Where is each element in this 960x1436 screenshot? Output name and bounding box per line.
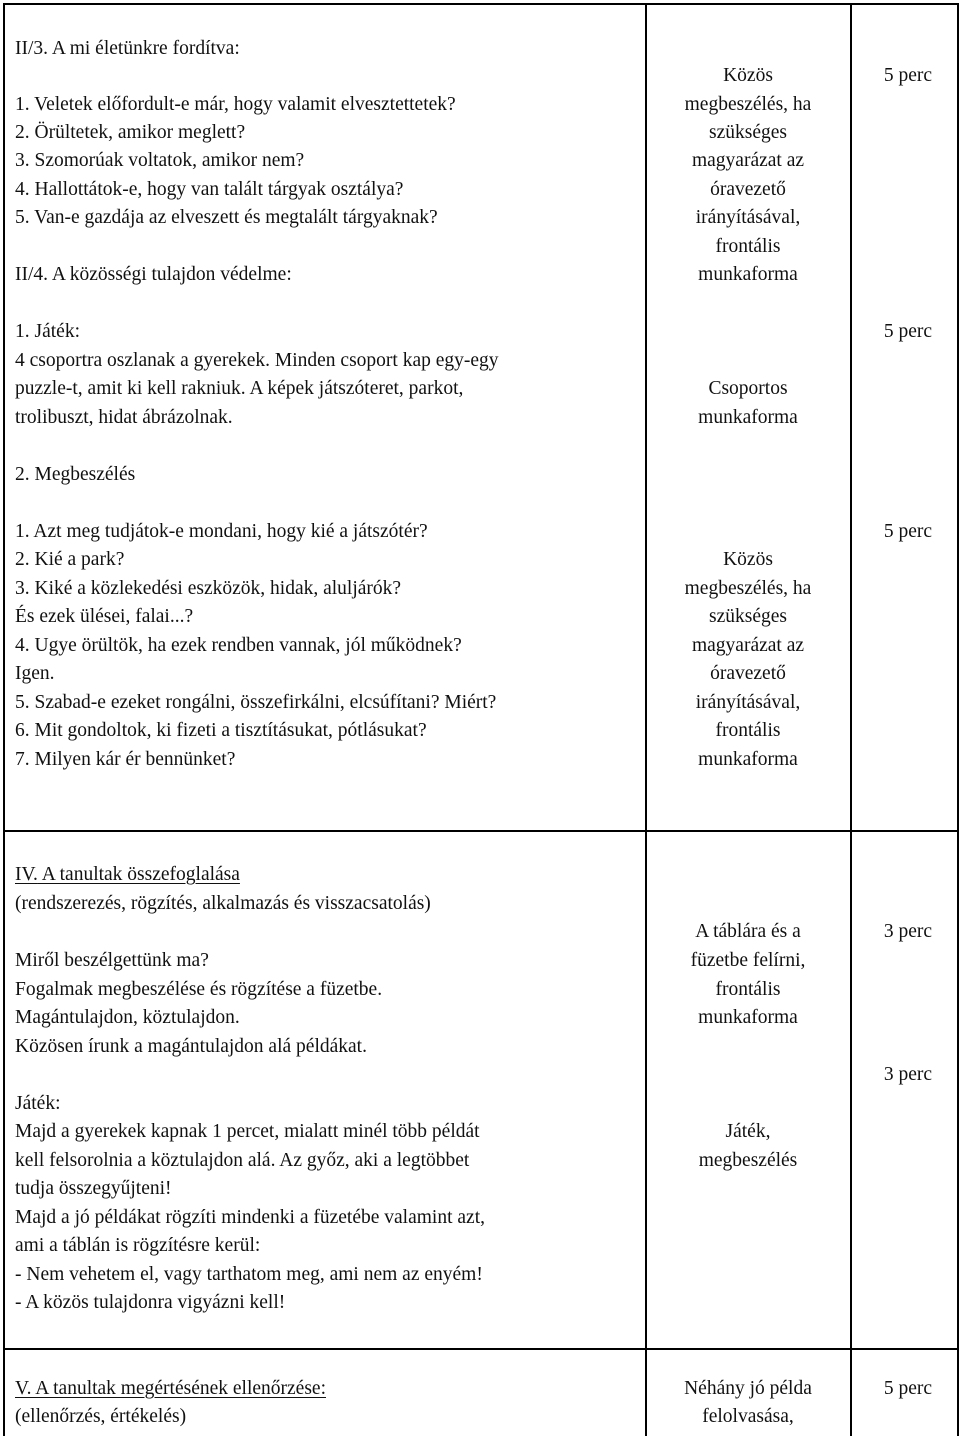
method-line: frontális xyxy=(715,979,781,1000)
row-divider-2 xyxy=(3,1348,959,1350)
game-description-line: tudja összegyűjteni! xyxy=(15,1178,172,1199)
method-line: munkaforma xyxy=(698,1007,798,1028)
heading-v: V. A tanultak megértésének ellenőrzése: xyxy=(15,1378,326,1399)
question-line: 2. Örültetek, amikor meglett? xyxy=(15,122,246,143)
game-description-line: Majd a jó példákat rögzíti mindenki a füzetébe valamint azt, xyxy=(15,1207,485,1228)
method-line: irányításával, xyxy=(695,207,801,228)
discussion-heading: 2. Megbeszélés xyxy=(15,464,136,485)
method-line: magyarázat az xyxy=(691,635,805,656)
time-value: 5 perc xyxy=(883,1378,933,1399)
time-value: 5 perc xyxy=(883,521,933,542)
heading-iv-number: IV. xyxy=(15,864,38,885)
game-description-line: Majd a gyerekek kapnak 1 percet, mialatt minél több példát xyxy=(15,1121,480,1142)
method-line: óravezető xyxy=(710,663,786,684)
discussion-question: 4. Ugye örültök, ha ezek rendben vannak, jól működnek? xyxy=(15,635,462,656)
method-line: munkaforma xyxy=(698,749,798,770)
method-line: füzetbe felírni, xyxy=(690,950,806,971)
method-line: megbeszélés xyxy=(698,1150,798,1171)
discussion-answer: Igen. xyxy=(15,663,55,684)
method-line: óravezető xyxy=(710,179,786,200)
discussion-question: 2. Kié a park? xyxy=(15,549,125,570)
game-heading: 1. Játék: xyxy=(15,321,80,342)
method-line: frontális xyxy=(715,720,781,741)
discussion-question: 6. Mit gondoltok, ki fizeti a tisztításukat, pótlásukat? xyxy=(15,720,427,741)
question-line: 3. Szomorúak voltatok, amikor nem? xyxy=(15,150,305,171)
row-divider-1 xyxy=(3,830,959,832)
method-line: irányításával, xyxy=(695,692,801,713)
discussion-question: 1. Azt meg tudjátok-e mondani, hogy kié a játszótér? xyxy=(15,521,428,542)
game-description-line: trolibuszt, hidat ábrázolnak. xyxy=(15,407,233,428)
column-divider-method-time xyxy=(850,3,852,1436)
summary-line: Közösen írunk a magántulajdon alá példákat. xyxy=(15,1036,367,1057)
game-description-line: puzzle-t, amit ki kell rakniuk. A képek játszóteret, parkot, xyxy=(15,378,464,399)
method-line: szükséges xyxy=(709,122,787,143)
table-right-border xyxy=(957,3,959,1436)
method-line: munkaforma xyxy=(698,407,798,428)
method-line: Közös xyxy=(723,65,773,86)
table-left-border xyxy=(3,3,5,1436)
heading-iv-subtitle: (rendszerezés, rögzítés, alkalmazás és visszacsatolás) xyxy=(15,893,431,914)
heading-iv xyxy=(15,861,240,890)
column-divider-main-method xyxy=(645,3,647,1436)
time-value: 5 perc xyxy=(883,321,933,342)
discussion-question: 3. Kiké a közlekedési eszközök, hidak, aluljárók? xyxy=(15,578,402,599)
method-line: Csoportos xyxy=(708,378,788,399)
summary-line: Magántulajdon, köztulajdon. xyxy=(15,1007,240,1028)
method-line: megbeszélés, ha xyxy=(684,94,812,115)
method-line: frontális xyxy=(715,236,781,257)
discussion-question: 5. Szabad-e ezeket rongálni, összefirkálni, elcsúfítani? Miért? xyxy=(15,692,497,713)
method-line: szükséges xyxy=(709,606,787,627)
time-value: 3 perc xyxy=(883,921,933,942)
summary-line: Miről beszélgettünk ma? xyxy=(15,950,209,971)
method-line: magyarázat az xyxy=(691,150,805,171)
rule-line: - A közös tulajdonra vigyázni kell! xyxy=(15,1292,286,1313)
heading-v-subtitle: (ellenőrzés, értékelés) xyxy=(15,1406,187,1427)
summary-line: Fogalmak megbeszélése és rögzítése a füzetbe. xyxy=(15,979,383,1000)
method-line: felolvasása, xyxy=(702,1406,794,1427)
method-line: munkaforma xyxy=(698,264,798,285)
game-heading: Játék: xyxy=(15,1093,61,1114)
heading-iv-title: A tanultak összefoglalása xyxy=(37,864,240,885)
game-description-line: 4 csoportra oszlanak a gyerekek. Minden csoport kap egy-egy xyxy=(15,350,499,371)
discussion-question: És ezek ülései, falai...? xyxy=(15,606,194,627)
method-line: Néhány jó példa xyxy=(684,1378,812,1399)
method-line: A táblára és a xyxy=(695,921,801,942)
rule-line: - Nem vehetem el, vagy tarthatom meg, ami nem az enyém! xyxy=(15,1264,483,1285)
heading-ii3: II/3. A mi életünkre fordítva: xyxy=(15,38,240,59)
question-line: 5. Van-e gazdája az elveszett és megtalált tárgyaknak? xyxy=(15,207,438,228)
question-line: 1. Veletek előfordult-e már, hogy valamit elvesztettetek? xyxy=(15,94,456,115)
time-value: 5 perc xyxy=(883,65,933,86)
heading-ii4: II/4. A közösségi tulajdon védelme: xyxy=(15,264,292,285)
game-description-line: kell felsorolnia a köztulajdon alá. Az győz, aki a legtöbbet xyxy=(15,1150,470,1171)
method-line: megbeszélés, ha xyxy=(684,578,812,599)
discussion-question: 7. Milyen kár ér bennünket? xyxy=(15,749,236,770)
time-value: 3 perc xyxy=(883,1064,933,1085)
question-line: 4. Hallottátok-e, hogy van talált tárgyak osztálya? xyxy=(15,179,404,200)
method-line: Közös xyxy=(723,549,773,570)
method-line: Játék, xyxy=(725,1121,771,1142)
game-description-line: ami a táblán is rögzítésre kerül: xyxy=(15,1235,261,1256)
table-top-border xyxy=(3,3,959,5)
